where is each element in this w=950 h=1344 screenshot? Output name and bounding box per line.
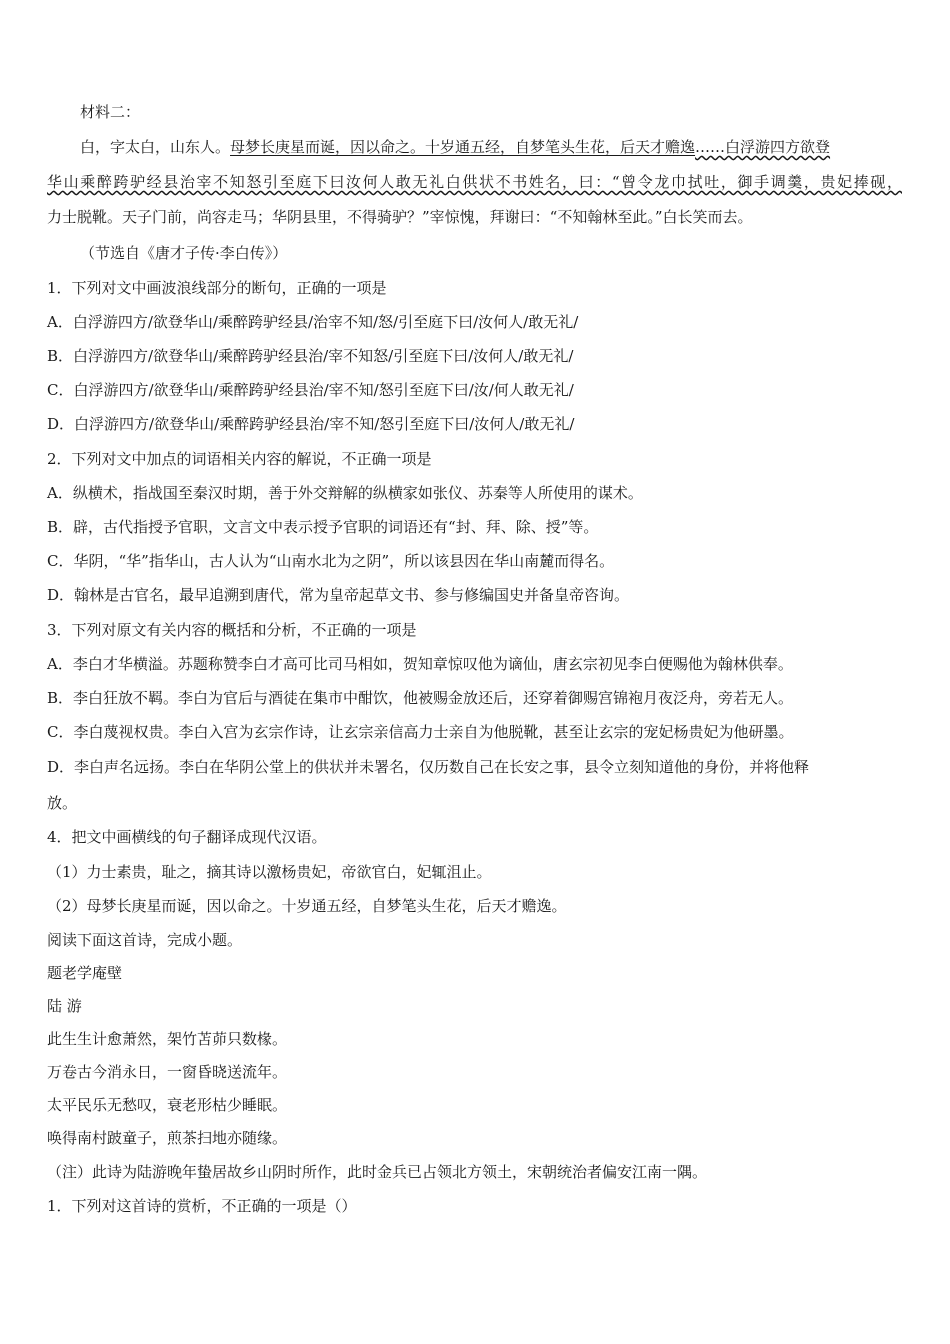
question-1-option-c: C．白浮游四方/欲登华山/乘醉跨驴经县治/宰不知/怒引至庭下曰/汝/何人敢无礼/ <box>47 381 574 399</box>
poem-line-1: 此生生计愈萧然，架竹苫茆只数椽。 <box>47 1030 288 1048</box>
wavy-underlined-text: ……白浮游四方欲登 <box>695 138 831 156</box>
question-2-option-c: C．华阴，“华”指华山，古人认为“山南水北为之阴”，所以该县因在华山南麓而得名。 <box>47 552 615 570</box>
poem-author: 陆 游 <box>47 997 82 1015</box>
question-3-option-a: A．李白才华横溢。苏题称赞李白才高可比司马相如，贺知章惊叹他为谪仙，唐玄宗初见李白便赐他为翰林供奉。 <box>47 655 793 673</box>
question-4-item-2: （2）母梦长庚星而诞，因以命之。十岁通五经，自梦笔头生花，后天才赡逸。 <box>47 897 567 915</box>
question-2-stem: 2．下列对文中加点的词语相关内容的解说，不正确一项是 <box>47 450 432 468</box>
question-1-option-b: B．白浮游四方/欲登华山/乘醉跨驴经县治/宰不知怒/引至庭下曰/汝何人/敢无礼/ <box>47 347 574 365</box>
poem-title: 题老学庵壁 <box>47 964 123 982</box>
material-heading: 材料二： <box>80 103 141 121</box>
poem-line-4: 唤得南村跛童子，煎茶扫地亦随缘。 <box>47 1129 288 1147</box>
question-1-stem: 1．下列对文中画波浪线部分的断句，正确的一项是 <box>47 279 387 297</box>
passage-line-2: 华山乘醉跨驴经县治宰不知怒引至庭下曰汝何人敢无礼白供状不书姓名，曰：“曾令龙巾拭吐，御手调羹，贵妃捧砚， <box>47 173 902 191</box>
poem-line-2: 万卷古今消永日，一窗昏晓送流年。 <box>47 1063 288 1081</box>
question-2-option-a: A．纵横术，指战国至秦汉时期，善于外交辩解的纵横家如张仪、苏秦等人所使用的谋术。 <box>47 484 643 502</box>
passage-line-3: 力士脱靴。天子门前，尚容走马；华阴县里，不得骑驴？”宰惊愧，拜谢曰：“不知翰林至此。”白长笑而去。 <box>47 208 753 226</box>
poem-instruction: 阅读下面这首诗，完成小题。 <box>47 931 243 949</box>
question-3-option-b: B．李白狂放不羁。李白为官后与酒徒在集市中酣饮，他被赐金放还后，还穿着御赐宫锦袍月夜泛舟，旁若无人。 <box>47 689 794 707</box>
question-4-item-1: （1）力士素贵，耻之，摘其诗以激杨贵妃，帝欲官白，妃辄沮止。 <box>47 863 492 881</box>
question-3-option-d: D．李白声名远扬。李白在华阴公堂上的供状并未署名，仅历数自己在长安之事，县令立刻知道他的身份，并将他释 <box>47 758 810 776</box>
passage-source: （节选自《唐才子传·李白传》） <box>80 244 288 262</box>
question-1-option-d: D．白浮游四方/欲登华山/乘醉跨驴经县治/宰不知/怒引至庭下曰/汝何人/敢无礼/ <box>47 415 575 433</box>
passage-text: 白，字太白，山东人。 <box>80 138 231 156</box>
passage-line-1 <box>80 137 902 157</box>
question-3-option-d-continued: 放。 <box>47 794 78 812</box>
question-2-option-b: B．辟，古代指授予官职，文言文中表示授予官职的词语还有“封、拜、除、授”等。 <box>47 518 599 536</box>
poem-question-1: 1．下列对这首诗的赏析，不正确的一项是（） <box>47 1197 357 1215</box>
poem-note: （注）此诗为陆游晚年蛰居故乡山阴时所作，此时金兵已占领北方领土，宋朝统治者偏安江南一隅。 <box>47 1163 708 1181</box>
question-3-stem: 3．下列对原文有关内容的概括和分析，不正确的一项是 <box>47 621 417 639</box>
question-4-stem: 4．把文中画横线的句子翻译成现代汉语。 <box>47 828 327 846</box>
poem-line-3: 太平民乐无愁叹，衰老形枯少睡眠。 <box>47 1096 288 1114</box>
question-3-option-c: C．李白蔑视权贵。李白入宫为玄宗作诗，让玄宗亲信高力士亲自为他脱靴，甚至让玄宗的宠妃杨贵妃为他研墨。 <box>47 723 794 741</box>
question-2-option-d: D．翰林是古官名，最早追溯到唐代，常为皇帝起草文书、参与修编国史并备皇帝咨询。 <box>47 586 630 604</box>
underlined-sentence: 母梦长庚星而诞，因以命之。十岁通五经，自梦笔头生花，后天才赡逸 <box>230 138 696 156</box>
question-1-option-a: A．白浮游四方/欲登华山/乘醉跨驴经县/治宰不知/怒/引至庭下曰/汝何人/敢无礼/ <box>47 313 579 331</box>
